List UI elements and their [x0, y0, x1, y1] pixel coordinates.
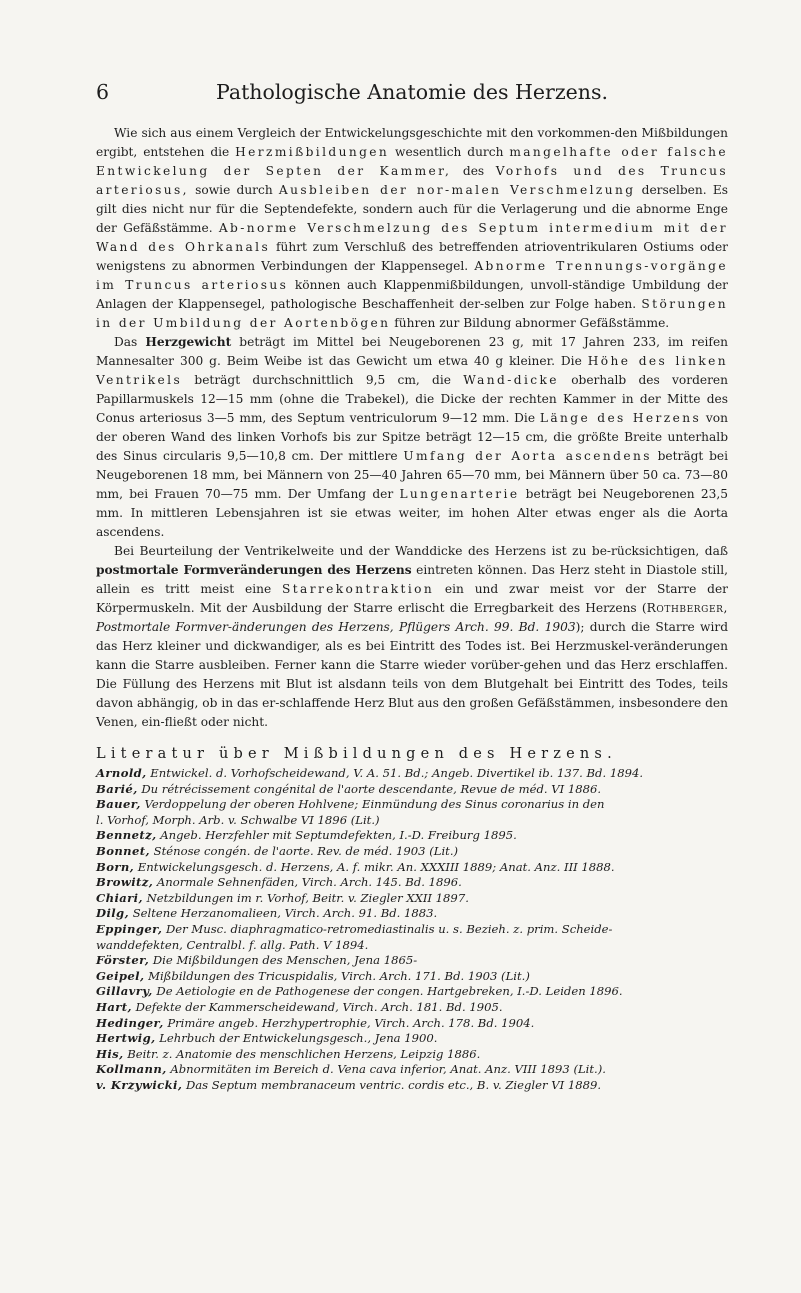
reference-entry — [96, 891, 728, 907]
reference-author: Chiari, — [96, 890, 143, 905]
emphasis-text: Postmortale Formver-änderungen des Herzens, Pflügers Arch. 99. Bd. 1903 — [96, 620, 576, 634]
emphasis-text: Herzmißbildungen — [235, 145, 390, 159]
emphasis-text: Lungenarterie — [399, 487, 520, 501]
reference-text: Netzbildungen im r. Vorhof, Beitr. v. Ziegler XXII 1897. — [142, 890, 469, 905]
text-run: führen zur Bildung abnormer Gefäßstämme. — [390, 316, 670, 330]
reference-author: Bauer, — [96, 797, 141, 812]
reference-author: Barié, — [96, 781, 138, 796]
reference-text: Die Mißbildungen des Menschen, Jena 1865- — [149, 953, 418, 968]
reference-text: Lehrbuch der Entwickelungsgesch., Jena 1900. — [155, 1031, 438, 1046]
reference-entry — [96, 1047, 728, 1063]
reference-entry — [96, 906, 728, 922]
reference-entry — [96, 984, 728, 1000]
text-run: beträgt durchschnittlich 9,5 cm, die — [182, 373, 464, 387]
reference-text: Du rétrécissement congénital de l'aorte descendante, Revue de méd. VI 1886. — [137, 781, 602, 796]
emphasis-text: Rothberger, — [646, 601, 728, 615]
reference-continuation: l. Vorhof, Morph. Arb. v. Schwalbe VI 1896 (Lit.) — [96, 812, 380, 827]
reference-author: Bonnet, — [96, 843, 150, 858]
reference-entry — [96, 969, 728, 985]
paragraph — [96, 333, 728, 542]
reference-author: v. Krzywicki, — [96, 1077, 183, 1092]
reference-text: De Aetiologie en de Pathogenese der congen. Hartgebreken, I.-D. Leiden 1896. — [152, 984, 623, 999]
reference-author: Born, — [96, 859, 135, 874]
text-run: Wie sich aus einem Vergleich der Entwickelungsgeschichte mit den vorkommen-den Mißbildungen ergibt, entstehen die — [96, 126, 728, 159]
text-run: von der oberen Wand des linken Vorhofs bis zur Spitze beträgt 12—15 cm, die größte Breite unterhalb des Sinus circularis 9,5—10,8 cm. Der mittlere — [96, 411, 728, 463]
reference-text: Sténose congén. de l'aorte. Rev. de méd. 1903 (Lit.) — [149, 843, 459, 858]
reference-author: Eppinger, — [96, 921, 163, 936]
reference-continuation: wanddefekten, Centralbl. f. allg. Path. V 1894. — [96, 937, 369, 952]
reference-entry — [96, 860, 728, 876]
text-run: derselben. Es gilt dies nicht nur für die Septendefekte, sondern auch für die Verlagerung und die abnorme Enge der Gefäßstämme. — [96, 183, 728, 235]
emphasis-text: Länge des Herzens — [539, 411, 702, 425]
reference-entry — [96, 953, 728, 969]
emphasis-text: Vorhofs und des Truncus arteriosus, — [96, 164, 728, 197]
emphasis-text: Starrekontraktion — [282, 582, 435, 596]
reference-entry — [96, 1016, 728, 1032]
reference-entry — [96, 1031, 728, 1047]
reference-list — [96, 766, 728, 1093]
emphasis-text: Herzgewicht — [145, 335, 232, 349]
reference-text: Der Musc. diaphragmatico-retromediastinalis u. s. Bezieh. z. prim. Scheide- — [162, 921, 613, 936]
reference-entry — [96, 828, 728, 844]
reference-entry — [96, 1000, 728, 1016]
text-run: ); durch die Starre wird das Herz kleiner und dickwandiger, als es bei Eintritt des Todes ist. Bei Herzmuskel-veränderungen kann die Starre ausbleiben. Ferner kann die Starre wieder vorüber-gehen und das Herz erschlaffen. Die Füllung des Herzens mit Blut ist alsdann teils von dem Blutgehalt bei Eintritt des Todes, teils davon abhängig, ob in das er-schlaffende Herz Blut aus den großen Gefäßstämmen, insbesondere den Venen, ein-fließt oder nicht. — [96, 620, 729, 729]
text-run: Bei Beurteilung der Ventrikelweite und der Wanddicke des Herzens ist zu be-rücksichtigen, daß — [114, 544, 728, 558]
reference-author: Bennetz, — [96, 828, 157, 843]
text-run: wesentlich durch — [389, 145, 510, 159]
reference-author: Dilg, — [96, 906, 130, 921]
text-run: beträgt im Mittel bei Neugeborenen 23 g, mit 17 Jahren 233, im reifen Mannesalter 300 g. Beim Weibe ist das Gewicht um etwa 40 g kleiner. Die — [96, 335, 729, 368]
text-run: beträgt bei Neugeborenen 23,5 mm. In mittleren Lebensjahren ist sie etwas weiter, im hohen Alter etwas enger als die Aorta ascendens. — [96, 487, 729, 539]
text-run: des — [451, 164, 496, 178]
reference-author: Geipel, — [96, 968, 145, 983]
emphasis-text: Störungen in der Umbildung der Aortenbögen — [96, 297, 728, 330]
page-body — [96, 124, 728, 1093]
page-number: 6 — [96, 80, 110, 104]
emphasis-text: Abnorme Trennungs-vorgänge im Truncus arteriosus — [96, 259, 728, 292]
emphasis-text: Ab-norme Verschmelzung des Septum intermedium mit der Wand des Ohrkanals — [96, 221, 728, 254]
reference-author: Hart, — [96, 999, 132, 1014]
reference-text: Entwickelungsgesch. d. Herzens, A. f. mikr. An. XXXIII 1889; Anat. Anz. III 1888. — [134, 859, 615, 874]
reference-text: Verdoppelung der oberen Hohlvene; Einmündung des Sinus coronarius in den — [140, 797, 605, 812]
text-run: sowie durch — [188, 183, 279, 197]
reference-text: Beitr. z. Anatomie des menschlichen Herzens, Leipzig 1886. — [123, 1046, 481, 1061]
running-title: Pathologische Anatomie des Herzens. — [215, 80, 609, 104]
text-paragraphs — [96, 124, 728, 732]
reference-author: Kollmann, — [96, 1062, 167, 1077]
reference-text: Seltene Herzanomalieen, Virch. Arch. 91. Bd. 1883. — [129, 906, 438, 921]
reference-entry — [96, 782, 728, 798]
reference-entry — [96, 1062, 728, 1078]
reference-entry — [96, 1078, 728, 1094]
reference-text: Anormale Sehnenfäden, Virch. Arch. 145. Bd. 1896. — [153, 875, 462, 890]
reference-entry — [96, 844, 728, 860]
emphasis-text: Wand-dicke — [463, 373, 559, 387]
reference-author: Arnold, — [96, 766, 147, 780]
reference-entry — [96, 922, 728, 938]
reference-text: Das Septum membranaceum ventric. cordis etc., B. v. Ziegler VI 1889. — [182, 1077, 602, 1092]
page-header — [96, 80, 728, 106]
reference-text: Angeb. Herzfehler mit Septumdefekten, I.-D. Freiburg 1895. — [156, 828, 517, 843]
reference-author: Browitz, — [96, 875, 154, 890]
emphasis-text: Höhe des linken Ventrikels — [96, 354, 728, 387]
reference-entry — [96, 797, 728, 813]
paragraph — [96, 124, 728, 333]
text-run: können auch Klappenmißbildungen, unvoll-ständige Umbildung der Anlagen der Klappensegel, pathologische Beschaffenheit der-selben zur Folge haben. — [96, 278, 728, 311]
reference-text: Entwickel. d. Vorhofscheidewand, V. A. 51. Bd.; Angeb. Divertikel ib. 137. Bd. 1894. — [146, 766, 644, 780]
reference-text: Defekte der Kammerscheidewand, Virch. Arch. 181. Bd. 1905. — [131, 999, 503, 1014]
text-run: beträgt bei Neugeborenen 18 mm, bei Männern von 25—40 Jahren 65—70 mm, bei Männern über 50 ca. 73—80 mm, bei Frauen 70—75 mm. Der Umfang der — [96, 449, 728, 501]
literature-heading: Literatur über Mißbildungen des Herzens. — [96, 746, 617, 762]
reference-text: Mißbildungen des Tricuspidalis, Virch. Arch. 171. Bd. 1903 (Lit.) — [144, 968, 530, 983]
reference-author: Hertwig, — [96, 1031, 156, 1046]
reference-author: Förster, — [96, 953, 150, 968]
paragraph — [96, 542, 728, 732]
text-run: Das — [114, 335, 146, 349]
text-run: führt zum Verschluß des betreffenden atrioventrikularen Ostiums oder wenigstens zu abnormen Verbindungen der Klappensegel. — [96, 240, 728, 273]
reference-author: Hedinger, — [96, 1015, 164, 1030]
emphasis-text: mangelhafte oder falsche Entwickelung der Septen der Kammer, — [96, 145, 728, 178]
text-run: eintreten können. Das Herz steht in Diastole still, allein es tritt meist eine — [96, 563, 728, 596]
emphasis-text: Ausbleiben der nor-malen Verschmelzung — [278, 183, 636, 197]
reference-author: His, — [96, 1046, 124, 1061]
text-run: ein und zwar meist vor der Starre der Körpermuskeln. Mit der Ausbildung der Starre erlischt die Erregbarkeit des Herzens ( — [96, 582, 728, 615]
reference-entry — [96, 766, 728, 782]
emphasis-text: Umfang der Aorta ascendens — [403, 449, 652, 463]
text-run: oberhalb des vorderen Papillarmuskels 12—15 mm (ohne die Trabekel), die Dicke der rechten Kammer in der Mitte des Conus arteriosus 3—5 mm, des Septum ventriculorum 9—12 mm. Die — [96, 373, 728, 425]
reference-text: Primäre angeb. Herzhypertrophie, Virch. Arch. 178. Bd. 1904. — [163, 1015, 535, 1030]
reference-text: Abnormitäten im Bereich d. Vena cava inferior, Anat. Anz. VIII 1893 (Lit.). — [166, 1062, 606, 1077]
reference-author: Gillavry, — [96, 984, 153, 999]
reference-entry — [96, 875, 728, 891]
emphasis-text: postmortale Formveränderungen des Herzens — [96, 563, 412, 577]
